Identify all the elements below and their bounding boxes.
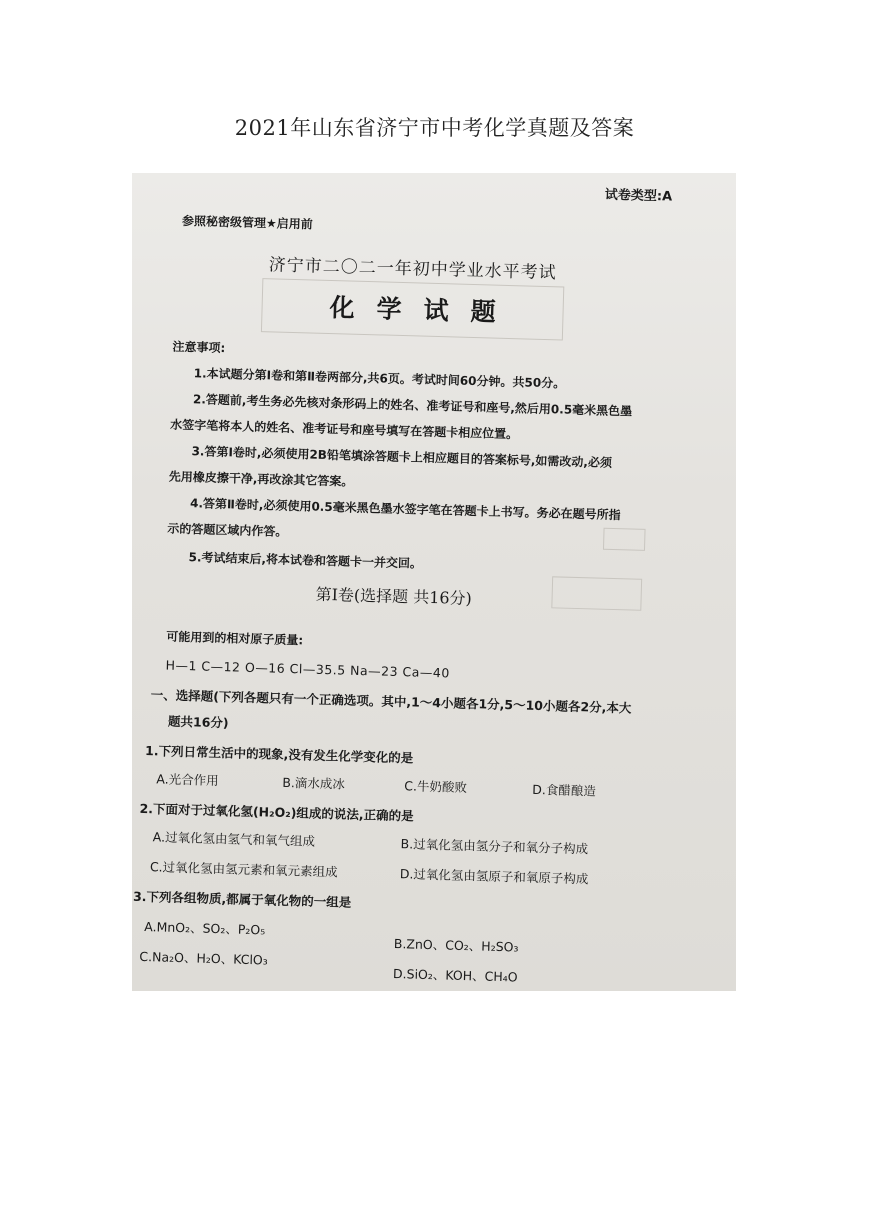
bleed-box [603,528,646,551]
exam-type-label: 试卷类型:A [604,187,673,205]
atomic-mass-values: H—1 C—12 O—16 Cl—35.5 Na—23 Ca—40 [165,657,451,681]
question-option: C.牛奶酸败 [404,778,468,795]
question-option: B.滴水成冰 [282,774,346,792]
secret-level-label: 参照秘密级管理★启用前 [181,213,313,232]
note-line: 先用橡皮擦干净,再改涂其它答案。 [168,469,354,489]
subject-title: 化学试题 [329,292,518,328]
question-option: B.ZnO、CO₂、H₂SO₃ [393,936,519,955]
exam-paper [132,173,736,991]
question-option: D.食醋酿造 [532,781,597,799]
question-option: C.Na₂O、H₂O、KClO₃ [139,948,268,968]
exam-heading: 济宁市二〇二一年初中学业水平考试 [268,255,557,284]
atomic-mass-label: 可能用到的相对原子质量: [166,629,304,648]
section1-instructions: 题共16分) [167,713,229,731]
question-option: B.过氧化氢由氢分子和氧分子构成 [400,836,589,857]
note-line: 2.答题前,考生务必先核对条形码上的姓名、准考证号和座号,然后用0.5毫米黑色墨 [192,392,633,419]
note-line: 水签字笔将本人的姓名、准考证号和座号填写在答题卡相应位置。 [170,417,519,442]
question-option: A.过氧化氢由氢气和氧气组成 [152,829,316,849]
note-line: 示的答题区域内作答。 [167,521,288,539]
exam-paper-photo [132,173,736,991]
question-option: C.过氧化氢由氢元素和氧元素组成 [149,859,338,880]
question-option: A.光合作用 [156,771,219,789]
question-option: A.MnO₂、SO₂、P₂O₅ [144,919,266,938]
question-option: D.SiO₂、KOH、CH₄O [392,966,518,985]
part1-title: 第Ⅰ卷(选择题 共16分) [315,584,473,609]
note-line: 1.本试题分第Ⅰ卷和第Ⅱ卷两部分,共6页。考试时间60分钟。共50分。 [193,366,566,391]
bleed-box [551,576,642,611]
question-stem: 1.下列日常生活中的现象,没有发生化学变化的是 [144,743,414,766]
section1-instructions: 一、选择题(下列各题只有一个正确选项。其中,1～4小题各1分,5～10小题各2分,本大 [150,687,632,716]
question-stem: 2.下面对于过氧化氢(H₂O₂)组成的说法,正确的是 [139,800,414,824]
notes-heading: 注意事项: [172,339,226,356]
page-title: 2021年山东省济宁市中考化学真题及答案 [234,116,635,140]
note-line: 4.答第Ⅱ卷时,必须使用0.5毫米黑色墨水签字笔在答题卡上书写。务必在题号所指 [189,496,621,523]
note-line: 3.答第Ⅰ卷时,必须使用2B铅笔填涂答题卡上相应题目的答案标号,如需改动,必须 [191,444,613,470]
question-option: D.过氧化氢由氢原子和氧原子构成 [399,866,589,887]
question-stem: 3.下列各组物质,都属于氧化物的一组是 [132,888,352,910]
note-line: 5.考试结束后,将本试卷和答题卡一并交回。 [188,550,423,571]
